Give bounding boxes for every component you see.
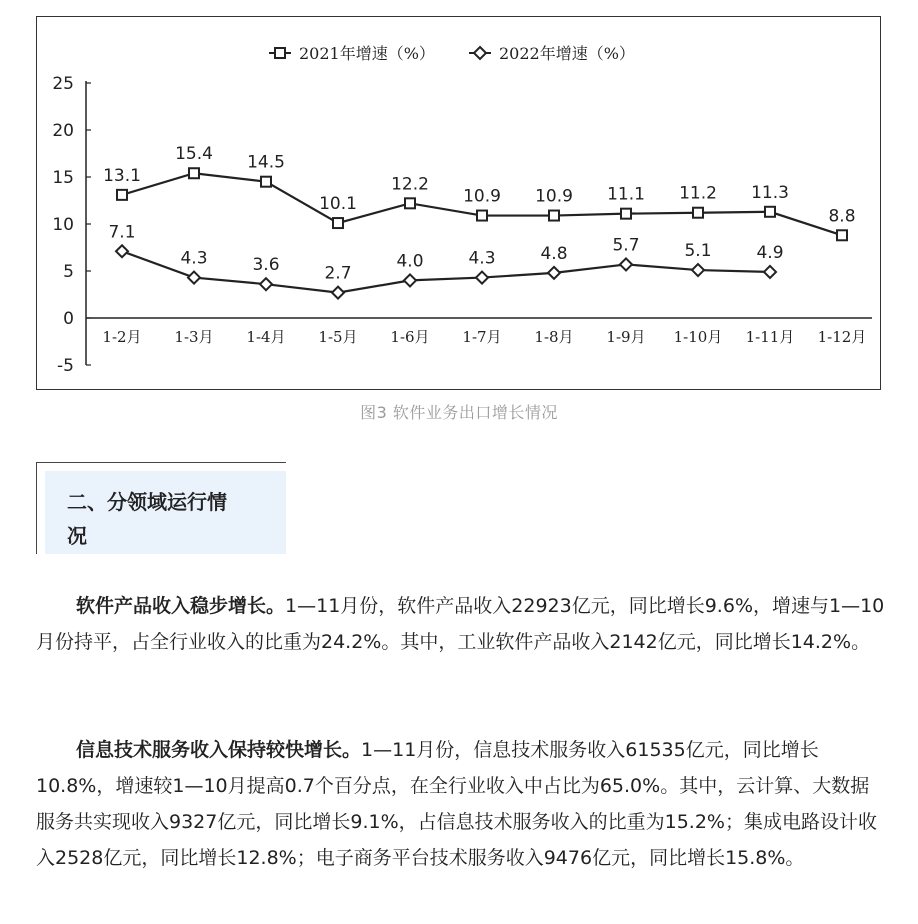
data-point-2022	[548, 267, 560, 279]
line-chart	[37, 17, 882, 391]
data-point-2022	[260, 278, 272, 290]
legend-marker-2021	[275, 48, 285, 58]
data-point-2022	[116, 245, 128, 257]
legend-marker-2022	[474, 47, 486, 59]
legend	[269, 44, 635, 63]
section-heading-box	[36, 462, 286, 554]
data-point-2022	[764, 266, 776, 278]
data-label: 11.3	[751, 182, 789, 203]
data-point-2021	[117, 190, 127, 200]
data-label: 12.2	[391, 174, 429, 195]
legend-entry-2022: 2022年增速（%）	[499, 44, 635, 63]
data-point-2022	[332, 287, 344, 299]
y-tick-label: 25	[52, 74, 74, 94]
y-tick-label: 20	[52, 121, 74, 141]
paragraph-body: 1—11月份，软件产品收入22923亿元，同比增长9.6%，增速与1—10月份持平，占全行业收入的比重为24.2%。其中，工业软件产品收入2142亿元，同比增长14.2%。	[36, 595, 885, 653]
data-label: 4.8	[540, 243, 568, 264]
data-point-2021	[189, 168, 199, 178]
data-label: 2.7	[324, 263, 352, 284]
x-tick-label: 1-3月	[174, 328, 214, 346]
section-title-line-1: 二、分领域运行情	[67, 490, 227, 514]
paragraph-software-products	[36, 588, 886, 660]
data-point-2022	[692, 264, 704, 276]
data-label: 4.3	[180, 248, 208, 269]
paragraph-it-services	[36, 732, 886, 876]
data-label: 4.9	[756, 242, 784, 263]
data-label: 11.2	[679, 183, 717, 204]
data-point-2021	[477, 211, 487, 221]
data-point-2021	[837, 230, 847, 240]
data-label: 5.7	[612, 235, 640, 256]
x-tick-label: 1-11月	[745, 328, 795, 346]
data-point-2021	[693, 208, 703, 218]
x-tick-label: 1-4月	[246, 328, 286, 346]
chart-frame	[36, 16, 881, 390]
paragraph-body: 1—11月份，信息技术服务收入61535亿元，同比增长10.8%，增速较1—10月提高0.7个百分点，在全行业收入中占比为65.0%。其中，云计算、大数据服务共实现收入9327亿元，同比增长9.1%，占信息技术服务收入的比重为15.2%；集成电路设计收入2528亿元，同比增长12.8%；电子商务平台技术服务收入9476亿元，同比增长15.8%。	[36, 739, 877, 869]
data-point-2021	[549, 211, 559, 221]
x-tick-label: 1-6月	[390, 328, 430, 346]
data-label: 13.1	[103, 165, 141, 186]
section-heading	[45, 471, 286, 554]
y-tick-label: 5	[63, 262, 74, 282]
data-label: 10.9	[463, 186, 501, 207]
y-tick-label: -5	[57, 356, 74, 376]
x-tick-label: 1-7月	[462, 328, 502, 346]
y-tick-label: 15	[52, 168, 74, 188]
data-point-2021	[405, 198, 415, 208]
x-tick-label: 1-9月	[606, 328, 646, 346]
figure-caption: 图3 软件业务出口增长情况	[360, 403, 558, 422]
data-point-2021	[333, 218, 343, 228]
data-point-2021	[621, 209, 631, 219]
data-label: 11.1	[607, 184, 645, 205]
data-label: 14.5	[247, 152, 285, 173]
data-label: 8.8	[828, 206, 856, 227]
legend-entry-2021: 2021年增速（%）	[299, 44, 435, 63]
section-title-line-2: 况	[67, 524, 87, 548]
x-tick-label: 1-8月	[534, 328, 574, 346]
data-point-2022	[188, 272, 200, 284]
x-tick-label: 1-12月	[817, 328, 867, 346]
x-tick-label: 1-10月	[673, 328, 723, 346]
data-label: 10.9	[535, 186, 573, 207]
data-label: 15.4	[175, 144, 213, 165]
data-point-2022	[476, 272, 488, 284]
data-point-2022	[620, 258, 632, 270]
y-tick-label: 0	[63, 309, 74, 329]
x-tick-label: 1-5月	[318, 328, 358, 346]
paragraph-lead: 软件产品收入稳步增长。	[76, 595, 286, 617]
data-point-2021	[765, 207, 775, 217]
data-label: 10.1	[319, 194, 357, 215]
data-label: 5.1	[684, 241, 712, 262]
data-label: 4.0	[396, 251, 424, 272]
data-point-2021	[261, 177, 271, 187]
data-label: 4.3	[468, 248, 496, 269]
series-line-1	[122, 248, 770, 292]
data-label: 7.1	[108, 222, 136, 243]
x-tick-label: 1-2月	[102, 328, 142, 346]
y-tick-label: 10	[52, 215, 74, 235]
paragraph-lead: 信息技术服务收入保持较快增长。	[76, 739, 362, 761]
data-point-2022	[404, 274, 416, 286]
data-label: 3.6	[252, 255, 280, 276]
